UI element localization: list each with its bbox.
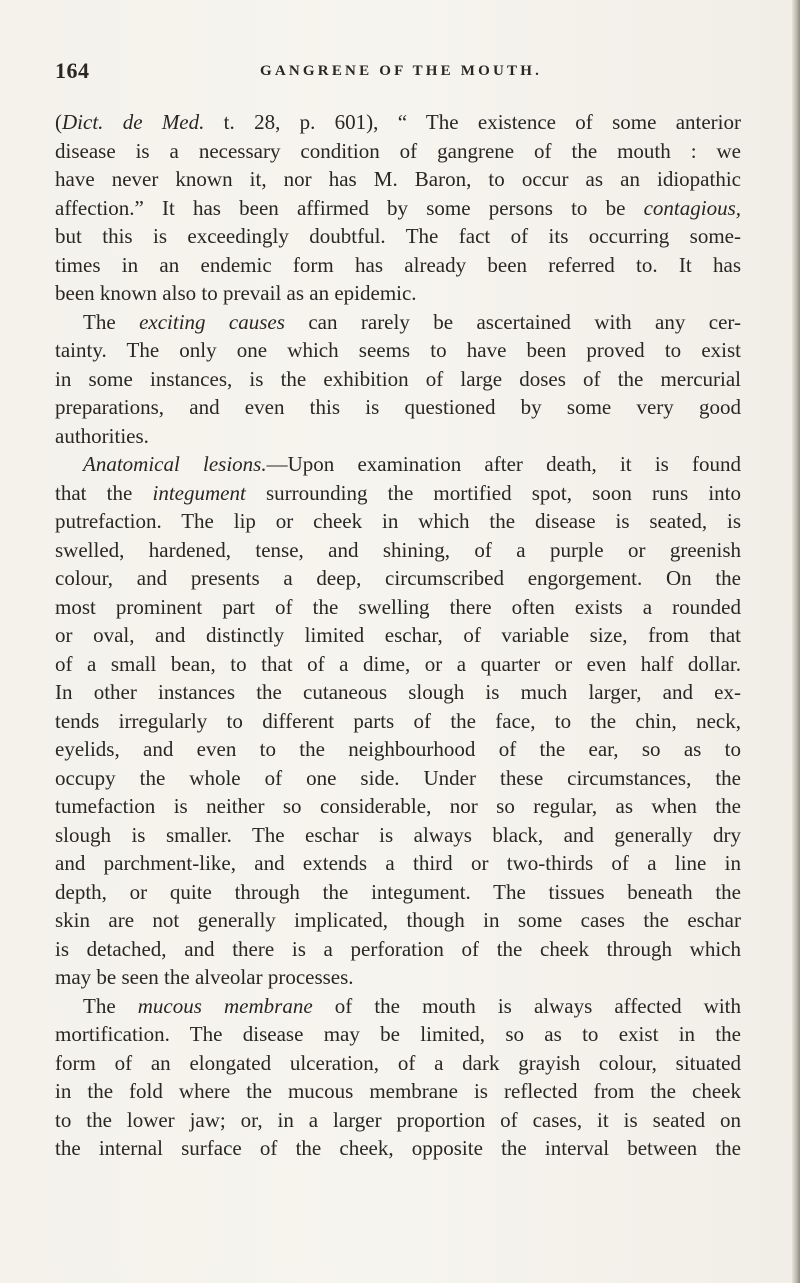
text-line: [55, 108, 741, 137]
text-line: [55, 393, 741, 422]
text-segment: can rarely be ascertained with any cer-: [284, 309, 741, 334]
text-line: [55, 137, 741, 166]
text-line: [55, 194, 741, 223]
text-segment: tumefaction is neither so considerable, nor so regular, as when the: [55, 794, 741, 818]
text-segment: The: [83, 993, 138, 1018]
text-segment: affection.” It has been affirmed by some persons to be: [55, 195, 644, 220]
text-segment: In other instances the cutaneous slough is much larger, and ex-: [55, 680, 741, 704]
italic-text: Anatomical lesions.: [83, 452, 267, 476]
text-line: [55, 422, 741, 451]
italic-text: integument: [152, 480, 246, 505]
text-segment: form of an elongated ulceration, of a dark grayish colour, situated: [55, 1050, 741, 1075]
text-line: [55, 650, 741, 679]
text-segment: occupy the whole of one side. Under these circumstances, the: [55, 765, 741, 790]
text-segment: the internal surface of the cheek, opposite the interval between the: [55, 1136, 741, 1160]
text-segment: preparations, and even this is questioned by some very good: [55, 395, 741, 419]
text-line: [55, 678, 741, 707]
text-segment: tends irregularly to different parts of the face, to the chin, neck,: [55, 708, 741, 733]
text-line: [55, 849, 741, 878]
italic-text: exciting causes: [139, 309, 285, 334]
text-segment: authorities.: [55, 423, 149, 448]
text-line: [55, 792, 741, 821]
text-line: [55, 536, 741, 565]
text-line: [55, 935, 741, 964]
text-line: [55, 479, 741, 508]
text-line: [55, 735, 741, 764]
text-segment: of a small bean, to that of a dime, or a quarter or even half dollar.: [55, 651, 741, 676]
italic-text: mucous membrane: [137, 993, 313, 1018]
text-line: [55, 906, 741, 935]
italic-text: contagious,: [643, 195, 741, 220]
text-segment: slough is smaller. The eschar is always black, and generally dry: [55, 822, 741, 847]
text-segment: that the: [55, 480, 153, 505]
text-segment: but this is exceedingly doubtful. The fact of its occurring some-: [55, 224, 741, 248]
text-line: [55, 251, 741, 280]
text-segment: in some instances, is the exhibition of large doses of the mercurial: [55, 366, 741, 391]
text-segment: of the mouth is always affected with: [312, 993, 741, 1018]
text-segment: mortification. The disease may be limited, so as to exist in the: [55, 1022, 741, 1046]
text-segment: to the lower jaw; or, in a larger proportion of cases, it is seated on: [55, 1107, 741, 1132]
text-segment: may be seen the alveolar processes.: [55, 965, 354, 989]
page-number: 164: [55, 58, 90, 83]
text-line: [55, 707, 741, 736]
text-segment: t. 28, p. 601), “ The existence of some anterior: [204, 110, 741, 134]
text-segment: The: [83, 309, 140, 334]
running-title: GANGRENE OF THE MOUTH.: [260, 63, 543, 79]
text-line: [55, 507, 741, 536]
text-segment: in the fold where the mucous membrane is reflected from the cheek: [55, 1079, 741, 1103]
body-text: [55, 108, 741, 1163]
text-line: [55, 764, 741, 793]
text-segment: (: [55, 110, 62, 134]
text-line: [55, 821, 741, 850]
text-segment: skin are not generally implicated, though in some cases the eschar: [55, 908, 741, 932]
text-line: [55, 365, 741, 394]
text-segment: tainty. The only one which seems to have been proved to exist: [55, 338, 741, 362]
text-segment: disease is a necessary condition of gangrene of the mouth : we: [55, 138, 741, 163]
text-line: [55, 621, 741, 650]
text-line: [55, 336, 741, 365]
text-segment: and parchment-like, and extends a third or two-thirds of a line in: [55, 851, 741, 875]
text-line: [55, 308, 741, 337]
text-segment: have never known it, nor has M. Baron, to occur as an idiopathic: [55, 167, 741, 191]
text-line: [55, 1049, 741, 1078]
text-segment: swelled, hardened, tense, and shining, of a purple or greenish: [55, 537, 741, 562]
text-line: [55, 963, 741, 992]
text-line: [55, 1077, 741, 1106]
text-line: [55, 165, 741, 194]
text-segment: surrounding the mortified spot, soon runs into: [245, 480, 741, 505]
page-edge: [792, 0, 800, 1283]
text-line: [55, 1106, 741, 1135]
text-segment: been known also to prevail as an epidemic.: [55, 281, 417, 305]
page-header: [55, 58, 745, 88]
text-segment: times in an endemic form has already been referred to. It has: [55, 252, 741, 277]
text-segment: most prominent part of the swelling there often exists a rounded: [55, 594, 741, 619]
text-line: [55, 593, 741, 622]
text-line: [55, 1134, 741, 1163]
text-segment: —Upon examination after death, it is found: [266, 452, 742, 476]
text-line: [55, 222, 741, 251]
text-line: [55, 878, 741, 907]
text-segment: is detached, and there is a perforation of the cheek through which: [55, 936, 741, 961]
text-line: [55, 564, 741, 593]
text-line: [55, 1020, 741, 1049]
text-line: [55, 450, 741, 479]
text-line: [55, 992, 741, 1021]
italic-text: Dict. de Med.: [62, 110, 205, 134]
text-segment: or oval, and distinctly limited eschar, of variable size, from that: [55, 623, 741, 647]
text-line: [55, 279, 741, 308]
text-segment: depth, or quite through the integument. The tissues beneath the: [55, 879, 741, 904]
text-segment: colour, and presents a deep, circumscribed engorgement. On the: [55, 566, 741, 590]
text-segment: eyelids, and even to the neighbourhood of the ear, so as to: [55, 737, 741, 761]
text-segment: putrefaction. The lip or cheek in which the disease is seated, is: [55, 509, 741, 533]
